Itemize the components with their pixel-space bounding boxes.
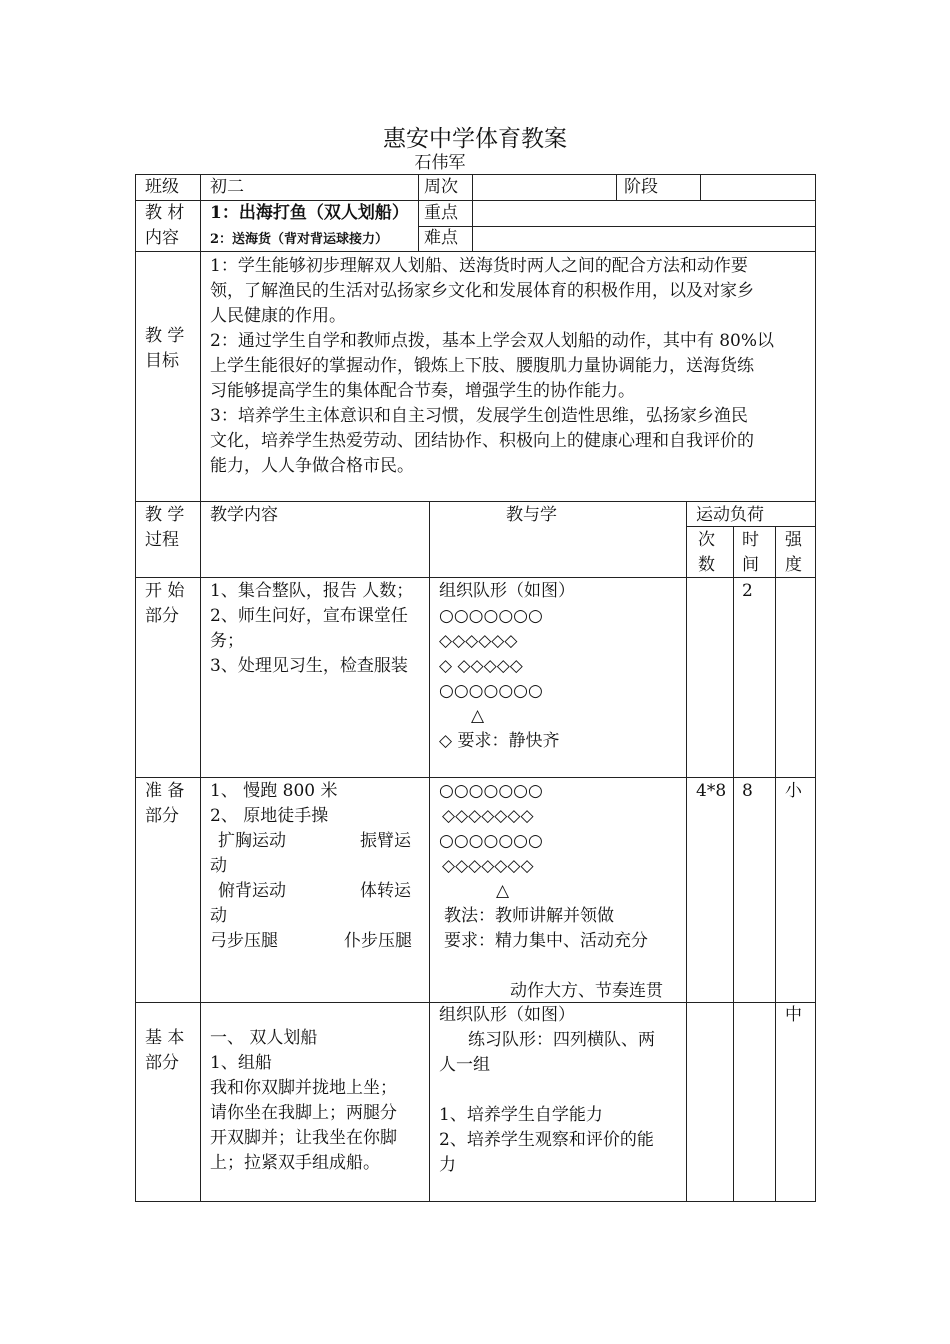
intensity-header-1: 强 bbox=[785, 530, 802, 550]
prep-exercise: 扩胸运动 bbox=[218, 831, 286, 851]
basic-content-line: 请你坐在我脚上；两腿分 bbox=[210, 1103, 397, 1123]
start-formation-row: ◇ ◇◇◇◇◇ bbox=[439, 656, 523, 676]
start-teach-line: ◇ 要求：静快齐 bbox=[439, 731, 560, 751]
basic-content-line: 1、组船 bbox=[210, 1053, 272, 1073]
prep-intensity: 小 bbox=[785, 781, 802, 801]
prep-exercise: 仆步压腿 bbox=[344, 931, 412, 951]
start-label-1: 开 始 bbox=[145, 581, 185, 601]
basic-content-line: 上；拉紧双手组成船。 bbox=[210, 1153, 380, 1173]
material-item-2: 2：送海货（背对背运球接力） bbox=[210, 232, 389, 247]
start-label-2: 部分 bbox=[145, 606, 179, 626]
objective-line: 2：通过学生自学和教师点拨，基本上学会双人划船的动作，其中有 80%以 bbox=[210, 331, 775, 351]
start-formation-row: ◇◇◇◇◇◇ bbox=[439, 631, 518, 651]
basic-teach-line: 力 bbox=[439, 1155, 456, 1175]
prep-exercise: 振臂运 bbox=[360, 831, 411, 851]
prep-formation-row: ○○○○○○○ bbox=[439, 831, 543, 851]
prep-exercise: 体转运 bbox=[360, 881, 411, 901]
content-header: 教学内容 bbox=[210, 505, 278, 525]
prep-time: 8 bbox=[742, 781, 753, 801]
objective-line: 文化，培养学生热爱劳动、团结协作、积极向上的健康心理和自我评价的 bbox=[210, 431, 754, 451]
start-time: 2 bbox=[742, 581, 753, 601]
intensity-header-2: 度 bbox=[785, 555, 802, 575]
count-header-2: 数 bbox=[698, 555, 715, 575]
objectives-label-1: 教 学 bbox=[145, 326, 185, 346]
prep-teach-requirement-2: 动作大方、节奏连贯 bbox=[510, 981, 663, 1001]
load-header: 运动负荷 bbox=[696, 505, 764, 525]
time-header-1: 时 bbox=[742, 530, 759, 550]
basic-teach-line: 人一组 bbox=[439, 1055, 490, 1075]
start-formation-row: ○○○○○○○ bbox=[439, 606, 543, 626]
objectives-label-2: 目标 bbox=[145, 351, 179, 371]
prep-formation-row: ○○○○○○○ bbox=[439, 781, 543, 801]
prep-label-1: 准 备 bbox=[145, 781, 185, 801]
basic-teach-line: 组织队形（如图） bbox=[439, 1005, 575, 1025]
prep-teach-method: 教法：教师讲解并领做 bbox=[444, 906, 614, 926]
material-item-1: 1：出海打鱼（双人划船） bbox=[210, 203, 409, 223]
stage-label: 阶段 bbox=[624, 177, 658, 197]
basic-content-line: 开双脚并；让我坐在你脚 bbox=[210, 1128, 397, 1148]
start-content-line: 1、集合整队，报告 人数； bbox=[210, 581, 414, 601]
objective-line: 1：学生能够初步理解双人划船、送海货时两人之间的配合方法和动作要 bbox=[210, 256, 748, 276]
process-label-2: 过程 bbox=[145, 530, 179, 550]
week-label: 周次 bbox=[424, 177, 458, 197]
key-point-label: 重点 bbox=[424, 203, 458, 223]
count-header-1: 次 bbox=[698, 530, 715, 550]
basic-content-line: 一、 双人划船 bbox=[210, 1028, 318, 1048]
prep-label-2: 部分 bbox=[145, 806, 179, 826]
objective-line: 领，了解渔民的生活对弘扬家乡文化和发展体育的积极作用，以及对家乡 bbox=[210, 281, 754, 301]
prep-count: 4*8 bbox=[696, 781, 727, 801]
prep-content-line: 2、 原地徒手操 bbox=[210, 806, 329, 826]
difficulty-label: 难点 bbox=[424, 228, 458, 248]
objective-line: 习能够提高学生的集体配合节奏，增强学生的协作能力。 bbox=[210, 381, 635, 401]
prep-teach-requirement: 要求：精力集中、活动充分 bbox=[444, 931, 648, 951]
teach-learn-header: 教与学 bbox=[506, 505, 557, 525]
objective-line: 上学生能很好的掌握动作，锻炼上下肢、腰腹肌力量协调能力，送海货练 bbox=[210, 356, 754, 376]
objective-line: 能力，人人争做合格市民。 bbox=[210, 456, 414, 476]
objective-line: 人民健康的作用。 bbox=[210, 306, 346, 326]
teacher-triangle-icon: △ bbox=[471, 706, 485, 726]
start-formation-row: ○○○○○○○ bbox=[439, 681, 543, 701]
start-teach-line: 组织队形（如图） bbox=[439, 581, 575, 601]
material-label-2: 内容 bbox=[145, 228, 179, 248]
basic-label-2: 部分 bbox=[145, 1053, 179, 1073]
time-header-2: 间 bbox=[742, 555, 759, 575]
prep-content-line: 1、 慢跑 800 米 bbox=[210, 781, 338, 801]
basic-teach-line: 练习队形：四列横队、两 bbox=[468, 1030, 655, 1050]
start-content-line: 务； bbox=[210, 631, 244, 651]
teacher-triangle-icon: △ bbox=[496, 881, 510, 901]
basic-content-line: 我和你双脚并拢地上坐； bbox=[210, 1078, 397, 1098]
basic-teach-line: 1、培养学生自学能力 bbox=[439, 1105, 603, 1125]
class-value: 初二 bbox=[210, 177, 244, 197]
process-label-1: 教 学 bbox=[145, 505, 185, 525]
prep-formation-row: ◇◇◇◇◇◇◇ bbox=[442, 806, 534, 826]
author-name: 石伟军 bbox=[414, 153, 466, 173]
class-label: 班级 bbox=[145, 177, 179, 197]
objective-line: 3：培养学生主体意识和自主习惯，发展学生创造性思维，弘扬家乡渔民 bbox=[210, 406, 748, 426]
basic-label-1: 基 本 bbox=[145, 1028, 185, 1048]
start-content-line: 3、处理见习生，检查服装 bbox=[210, 656, 408, 676]
prep-exercise-wrap: 动 bbox=[210, 856, 227, 876]
document-title: 惠安中学体育教案 bbox=[383, 126, 567, 152]
prep-exercise: 俯背运动 bbox=[218, 881, 286, 901]
start-content-line: 2、师生问好，宣布课堂任 bbox=[210, 606, 408, 626]
basic-teach-line: 2、培养学生观察和评价的能 bbox=[439, 1130, 654, 1150]
basic-intensity: 中 bbox=[785, 1005, 802, 1025]
prep-formation-row: ◇◇◇◇◇◇◇ bbox=[442, 856, 534, 876]
prep-exercise-wrap: 动 bbox=[210, 906, 227, 926]
material-label-1: 教 材 bbox=[145, 203, 185, 223]
prep-exercise: 弓步压腿 bbox=[210, 931, 278, 951]
